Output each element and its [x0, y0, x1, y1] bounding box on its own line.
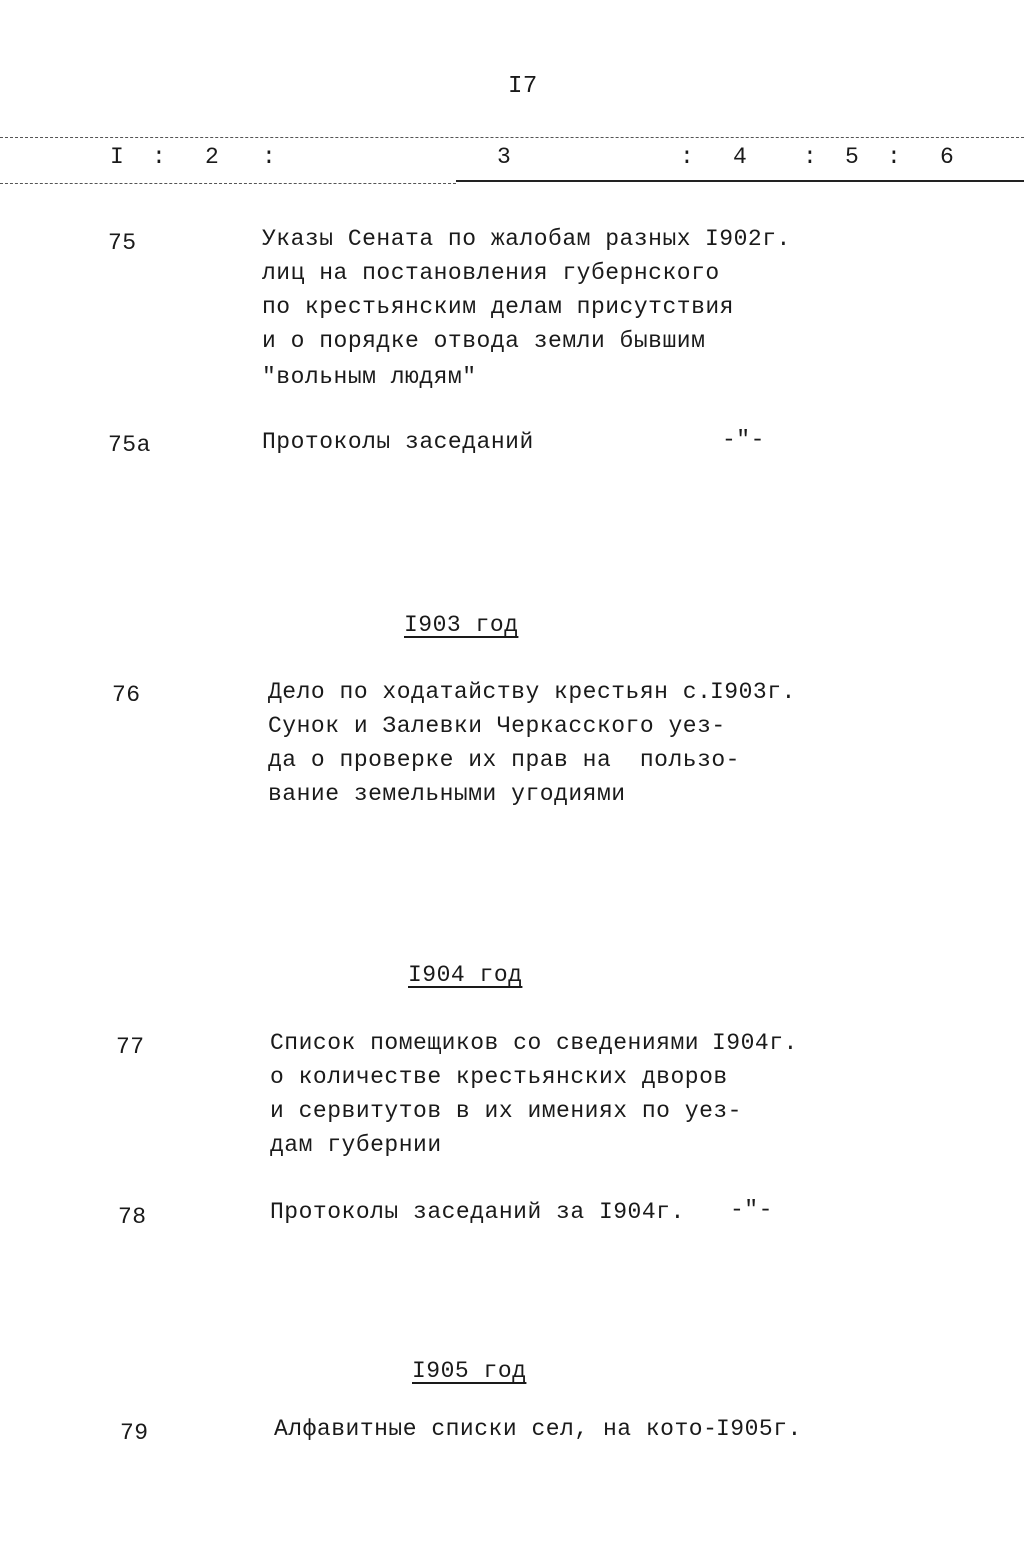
entry-number: 76 [112, 682, 141, 708]
entry-description-line: Список помещиков со сведениями [270, 1030, 700, 1056]
entry-date: -"- [722, 427, 765, 453]
entry-description-line: "вольным людям" [262, 364, 477, 390]
entry-description-line: и о порядке отвода земли бывшим [262, 328, 706, 354]
header-col-4: 4 [733, 144, 747, 170]
header-col-6: 6 [940, 144, 954, 170]
entry-description-line: и сервитутов в их имениях по уез- [270, 1098, 742, 1124]
entry-description-line: Дело по ходатайству крестьян с. [268, 679, 712, 705]
entry-number: 75 [108, 230, 137, 256]
header-col-2: 2 [205, 144, 219, 170]
entry-description-line: дам губернии [270, 1132, 442, 1158]
entry-number: 78 [118, 1204, 147, 1230]
entry-description-line: по крестьянским делам присутствия [262, 294, 734, 320]
header-sep-2: : [262, 144, 276, 170]
entry-date: I905г. [716, 1416, 802, 1442]
entry-description-line: вание земельными угодиями [268, 781, 626, 807]
header-bottom-rule-right [456, 180, 1024, 182]
entry-date: I904г. [712, 1030, 798, 1056]
entry-date: -"- [730, 1197, 773, 1223]
header-top-rule [0, 137, 1024, 138]
entry-number: 77 [116, 1034, 145, 1060]
entry-date: I902г. [705, 226, 791, 252]
header-sep-4: : [803, 144, 817, 170]
header-sep-5: : [887, 144, 901, 170]
header-col-5: 5 [845, 144, 859, 170]
header-sep-1: : [152, 144, 166, 170]
entry-description-line: о количестве крестьянских дворов [270, 1064, 728, 1090]
header-bottom-rule-left [0, 183, 456, 184]
entry-description-line: да о проверке их прав на пользо- [268, 747, 740, 773]
entry-description-line: Алфавитные списки сел, на кото- [274, 1416, 718, 1442]
section-heading: I904 год [408, 962, 523, 988]
header-col-3: 3 [497, 144, 511, 170]
section-heading: I903 год [404, 612, 519, 638]
header-col-1: I [110, 144, 124, 170]
section-heading: I905 год [412, 1358, 527, 1384]
entry-description-line: Указы Сената по жалобам разных [262, 226, 692, 252]
header-sep-3: : [680, 144, 694, 170]
entry-number: 75а [108, 432, 151, 458]
entry-description-line: лиц на постановления губернского [262, 260, 720, 286]
entry-description-line: Протоколы заседаний за I904г. [270, 1199, 685, 1225]
entry-number: 79 [120, 1420, 149, 1446]
entry-date: I903г. [710, 679, 796, 705]
page-number: I7 [508, 73, 538, 100]
entry-description-line: Протоколы заседаний [262, 429, 534, 455]
entry-description-line: Сунок и Залевки Черкасского уез- [268, 713, 726, 739]
